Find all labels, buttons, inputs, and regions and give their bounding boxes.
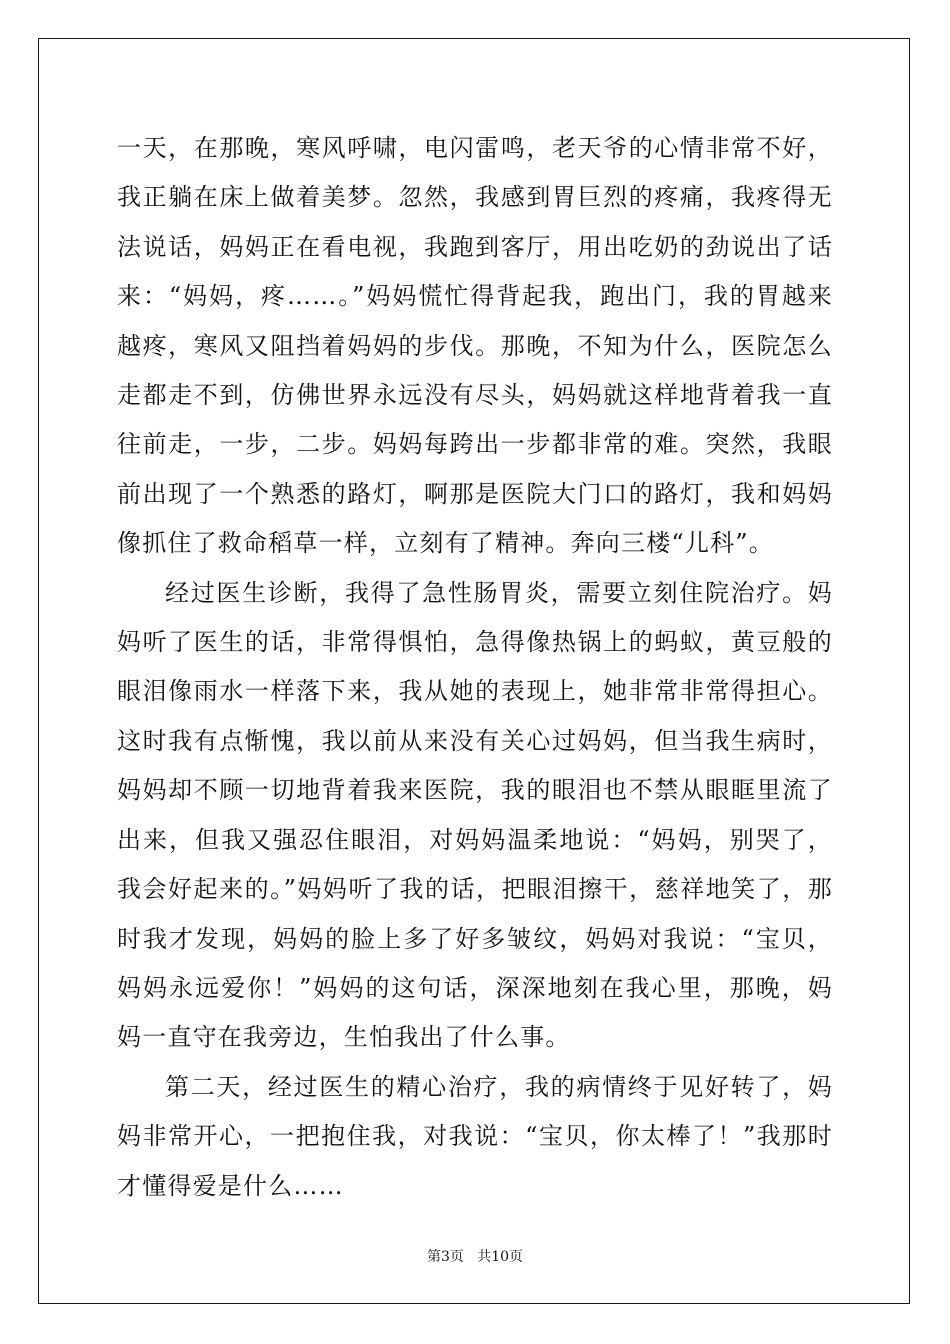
paragraph-2: 经过医生诊断，我得了急性肠胃炎，需要立刻住院治疗。妈妈听了医生的话，非常得惧怕，急得像热锅上的蚂蚁，黄豆般的眼泪像雨水一样落下来，我从她的表现上，她非常非常得担心。这时我有点惭愧，我以前从来没有关心过妈妈，但当我生病时，妈妈却不顾一切地背着我来医院，我的眼泪也不禁从眼眶里流了出来，但我又强忍住眼泪，对妈妈温柔地说：“妈妈，别哭了，我会好起来的。”妈妈听了我的话，把眼泪擦干，慈祥地笑了，那时我才发现，妈妈的脸上多了好多皱纹，妈妈对我说：“宝贝，妈妈永远爱你！”妈妈的这句话，深深地刻在我心里，那晚，妈妈一直守在我旁边，生怕我出了什么事。 bbox=[117, 578, 833, 1052]
document-body bbox=[117, 124, 833, 1211]
page-number-footer: 第3页 共10页 bbox=[426, 1249, 524, 1265]
paragraph-3: 第二天，经过医生的精心治疗，我的病情终于见好转了，妈妈非常开心，一把抱住我，对我说：“宝贝，你太棒了！”我那时才懂得爱是什么…… bbox=[117, 1072, 833, 1200]
paragraph-1: 一天，在那晚，寒风呼啸，电闪雷鸣，老天爷的心情非常不好，我正躺在床上做着美梦。忽然，我感到胃巨烈的疼痛，我疼得无法说话，妈妈正在看电视，我跑到客厅，用出吃奶的劲说出了话来：“妈妈，疼……。”妈妈慌忙得背起我，跑出门，我的胃越来越疼，寒风又阻挡着妈妈的步伐。那晚，不知为什么，医院怎么走都走不到，仿佛世界永远没有尽头，妈妈就这样地背着我一直往前走，一步，二步。妈妈每跨出一步都非常的难。突然，我眼前出现了一个熟悉的路灯，啊那是医院大门口的路灯，我和妈妈像抓住了救命稻草一样，立刻有了精神。奔向三楼“儿科”。 bbox=[117, 134, 833, 558]
